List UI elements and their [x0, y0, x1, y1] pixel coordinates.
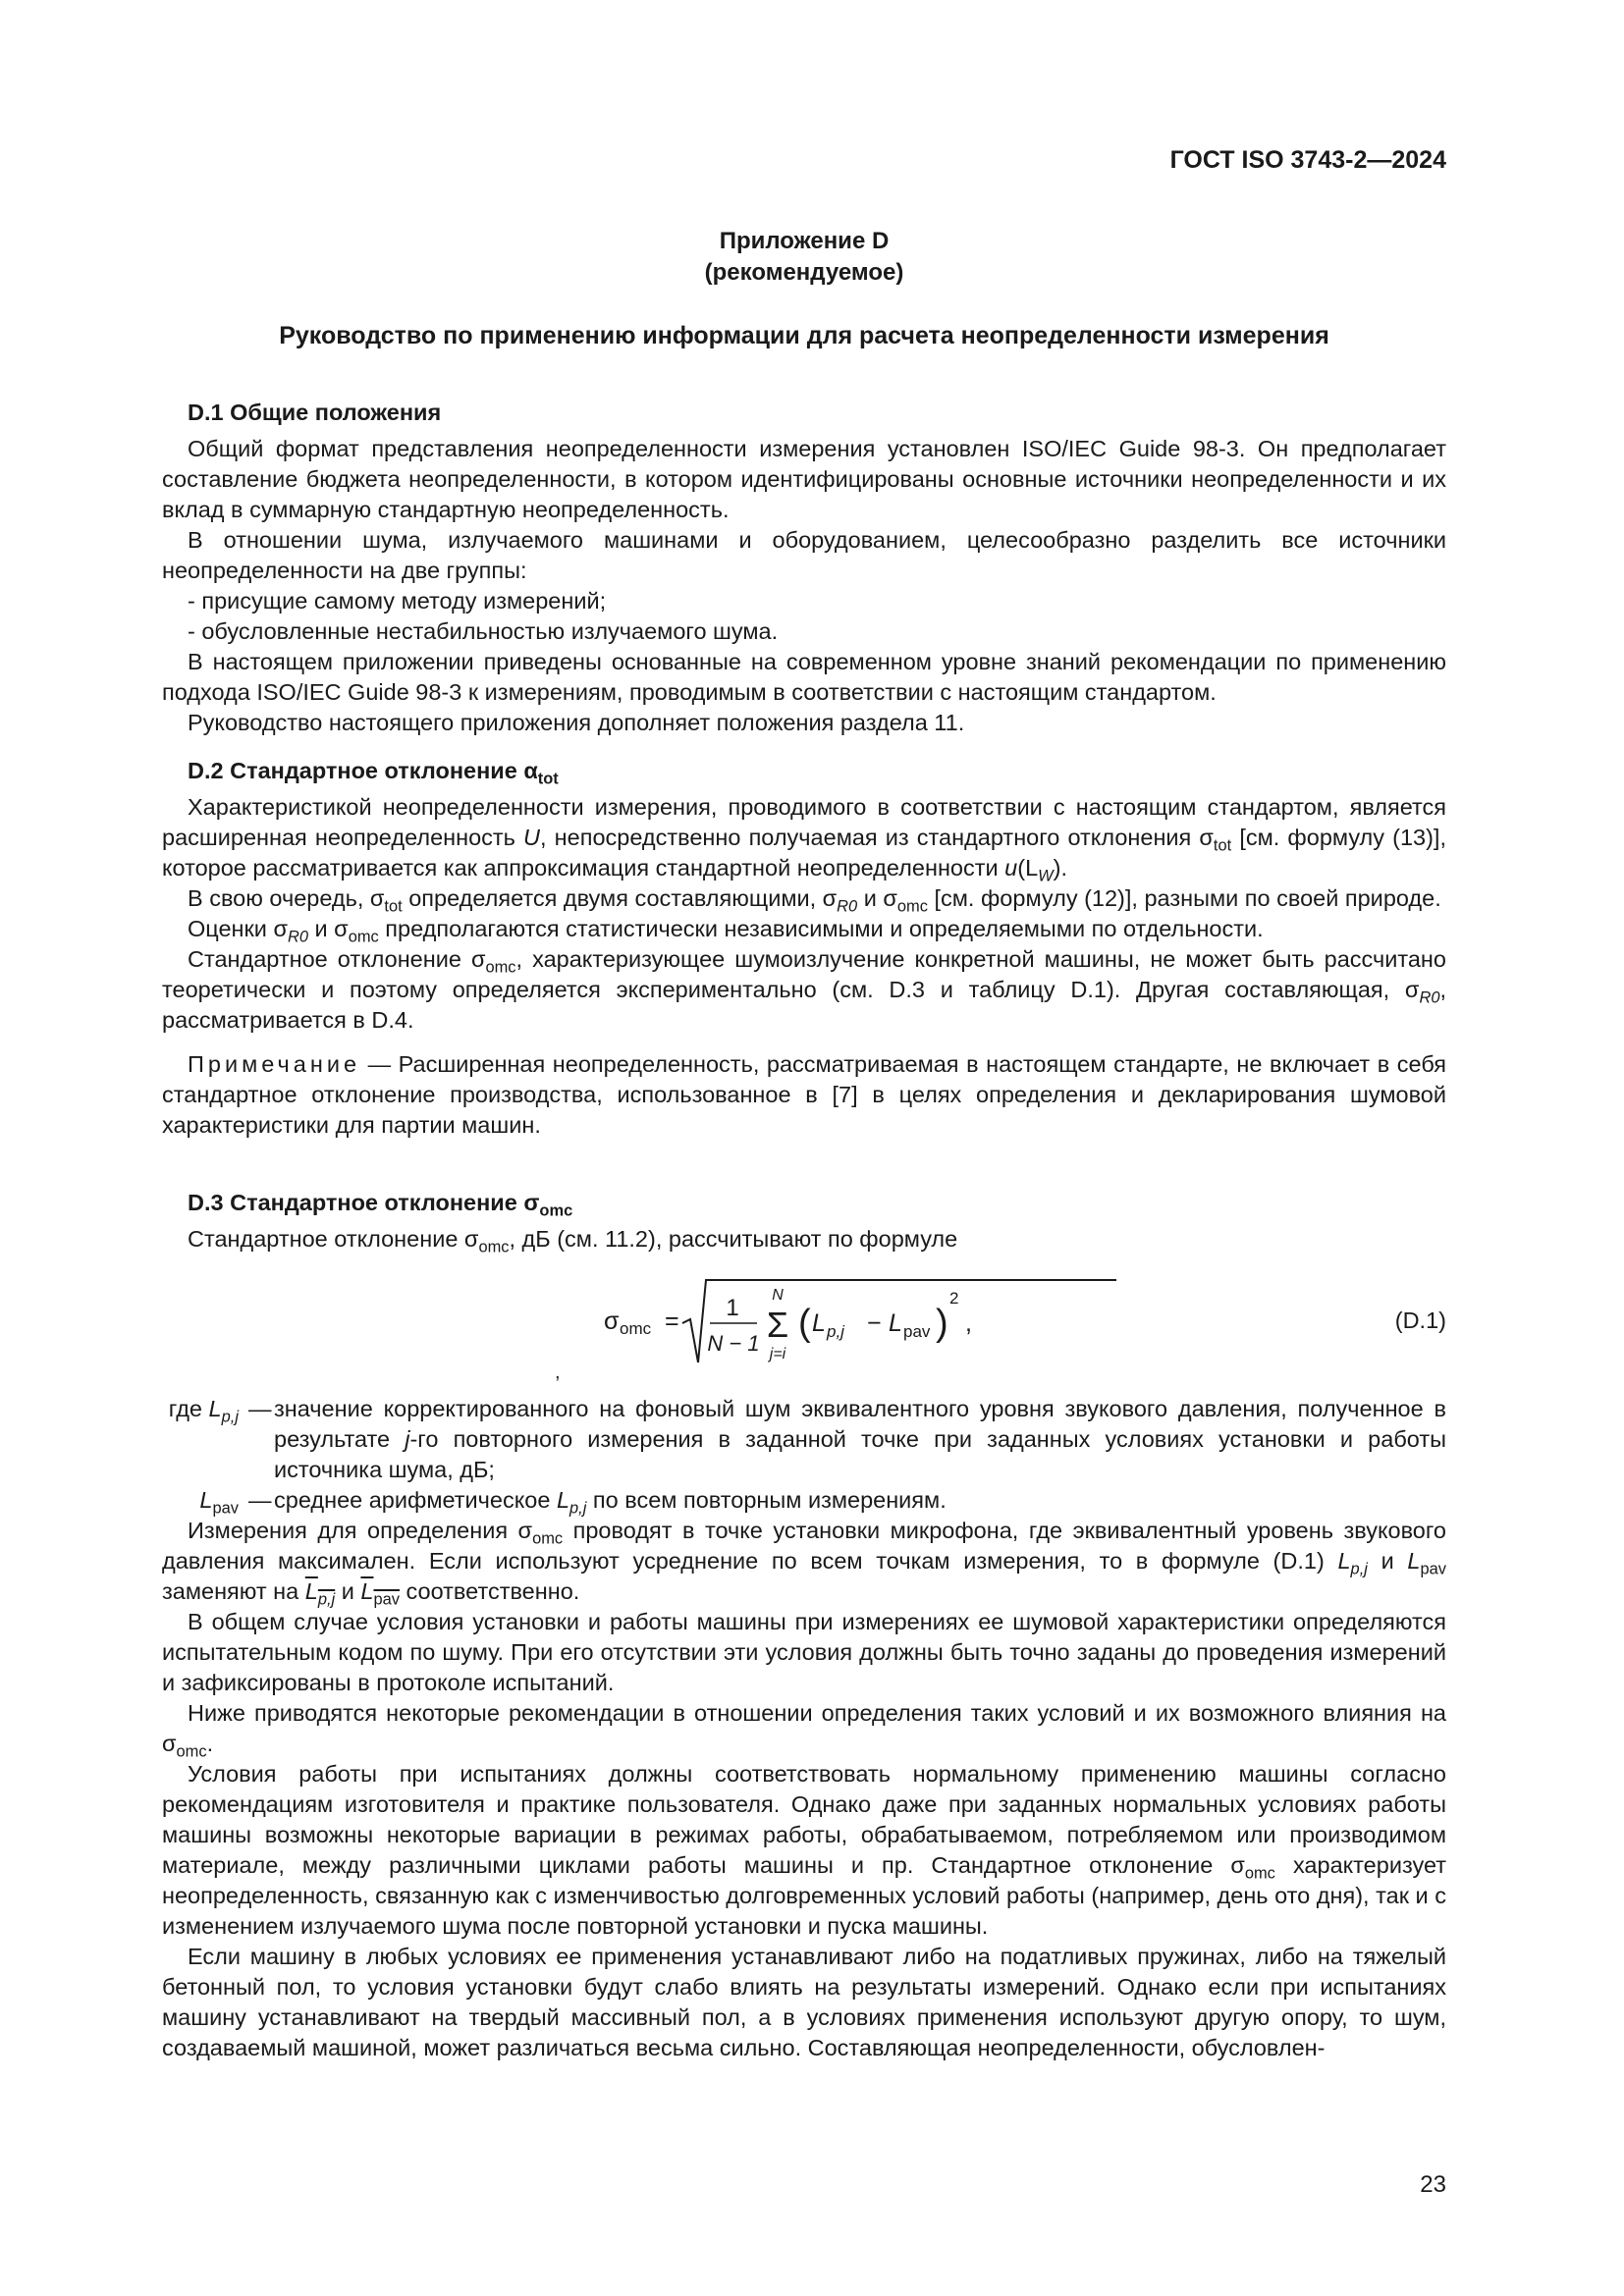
paragraph: Оценки $\sigma_{R0}$ и $\sigma_{omc}$ предполагаются статистически независимыми и определяемыми по отдельности. — [188, 916, 1264, 946]
formula-numerator: 1 — [726, 1295, 739, 1321]
paragraph: Условия работы при испытаниях должны соответствовать нормальному применению машины согласно рекомендациям изготовителя и практике пользователя. Однако даже при заданных нормальных условиях работы машины возможны некоторые вариации в режимах работы, обрабатываемом, потребляемом или производимом материале, между различными циклами работы машины и пр. Стандартное отклонение $\sigma_{omc}$ характеризует неопределенность, связанную как с изменчивостью долговременных условий работы (например, день ото дня), так и с изменением излучаемого шума после повторной установки и пуска машины. — [162, 1761, 1446, 1939]
definition-term: $L_{pav}$ — [199, 1487, 239, 1518]
formula-right-paren: ) — [936, 1303, 948, 1344]
formula-sum-lower: j=i — [769, 1346, 786, 1362]
list-item: - обусловленные нестабильностью излучаемого шума. — [188, 618, 779, 644]
document-id: ГОСТ ISO 3743-2—2024 — [1169, 146, 1446, 174]
section-d3 — [162, 1188, 1446, 1255]
paragraph: Если машину в любых условиях ее применения устанавливают либо на податливых пружинах, либо на тяжелый бетонный пол, то условия установки будут слабо влиять на результаты измерений. Однако если при испытаниях машину устанавливают на твердый массивный пол, а в условиях применения используют другую опору, то шум, создаваемый машиной, может различаться весьма сильно. Составляющая неопределенности, обусловлен- — [162, 1944, 1446, 2060]
paragraph: Стандартное отклонение $\sigma_{omc}$, дБ (см. 11.2), рассчитывают по формуле — [188, 1226, 958, 1256]
paragraph: Общий формат представления неопределенности измерения установлен ISO/IEC Guide 98-3. Он предполагает составление бюджета неопределенности, в котором идентифицированы основные источники неопределенности и их вклад в суммарную стандартную неопределенность. — [162, 436, 1446, 522]
paragraph: Измерения для определения $\sigma_{omc}$ проводят в точке установки микрофона, где эквивалентный уровень звукового давления максимален. Если используют усреднение по всем точкам измерения, то в формуле (D.1) $L_{p,j}$ и $L_{pav}$ заменяют на $L_{p,j}$ и $L_{pav}$ соответственно. — [162, 1518, 1446, 1609]
paragraph: В свою очередь, $\sigma_{tot}$ определяется двумя составляющими, $\sigma_{R0}$ и $\sigma_{omc}$ [см. формулу (12)], разными по своей природе. — [188, 885, 1441, 916]
formula-left-paren: ( — [798, 1303, 811, 1344]
definition-text: среднее арифметическое $L_{p,j}$ по всем повторным измерениям. — [274, 1487, 947, 1518]
formula-d1 — [162, 1272, 1446, 1383]
formula-trailing-comma: , — [965, 1309, 972, 1337]
definition-dash: — — [248, 1487, 272, 1513]
formula-sum-upper: N — [772, 1287, 784, 1304]
formula-sigma-sub: omc — [620, 1319, 652, 1338]
definition-row — [162, 1394, 1446, 1485]
main-title: Руководство по применению информации для расчета неопределенности измерения — [279, 322, 1329, 349]
section-d1 — [162, 398, 1446, 738]
paragraph: Стандартное отклонение $\sigma_{omc}$, характеризующее шумоизлучение конкретной машины, не может быть рассчитано теоретически и поэтому определяется экспериментально (см. D.3 и таблицу D.1). Другая составляющая, $\sigma_{R0}$, рассматривается в D.4. — [162, 946, 1446, 1033]
annex-title: Приложение D — [719, 228, 890, 254]
annex-heading — [162, 226, 1446, 289]
formula-expression — [555, 1272, 1154, 1383]
note: Примечание — Расширенная неопределенность, рассматриваемая в настоящем стандарте, не включает в себя стандартное отклонение производства, использованное в [7] в целях определения и декларирования шумовой характеристики для партии машин. — [162, 1051, 1446, 1138]
definition-term: где $L_{p,j}$ — [168, 1396, 239, 1426]
formula-sigma: σ — [604, 1308, 620, 1335]
note-label: Примечание — [188, 1051, 361, 1077]
section-d3-body — [162, 1394, 1446, 2063]
formula-stray-comma: , — [555, 1362, 561, 1383]
section-d2 — [162, 756, 1446, 1141]
heading-text: D.2 Стандартное отклонение α — [188, 758, 538, 783]
definition-text: значение корректированного на фоновый шум эквивалентного уровня звукового давления, полученное в результате j-го повторного измерения в заданной точке при заданных условиях установки и работы источника шума, дБ; — [274, 1396, 1446, 1482]
section-d2-heading — [162, 756, 1446, 786]
definition-dash: — — [248, 1396, 272, 1421]
formula-number: (D.1) — [1394, 1308, 1446, 1333]
list-item: - присущие самому методу измерений; — [188, 588, 607, 614]
formula-L1: L — [812, 1309, 826, 1337]
formula-power: 2 — [949, 1289, 959, 1308]
paragraph: Ниже приводятся некоторые рекомендации в отношении определения таких условий и их возможного влияния на $\sigma_{omc}$. — [162, 1700, 1446, 1761]
annex-subtitle: (рекомендуемое) — [704, 259, 904, 286]
formula-equals: = — [665, 1308, 679, 1335]
formula-L1-sub: p,j — [827, 1322, 844, 1341]
paragraph: Характеристикой неопределенности измерения, проводимого в соответствии с настоящим стандартом, является расширенная неопределенность U, непосредственно получаемая из стандартного отклонения $\sigma_{tot}$ [см. формулу (13)], которое рассматривается как аппроксимация стандартной неопределенности $u(L_W)$. — [162, 794, 1446, 885]
formula-L2: L — [889, 1309, 902, 1337]
paragraph: В отношении шума, излучаемого машинами и оборудованием, целесообразно разделить все источники неопределенности на две группы: — [162, 527, 1446, 583]
formula-minus: − — [867, 1309, 882, 1337]
section-d3-heading: D.3 Стандартное отклонение $\sigma_{omc}$ — [188, 1190, 573, 1220]
page-number: 23 — [1420, 2171, 1446, 2198]
paragraph: В настоящем приложении приведены основанные на современном уровне знаний рекомендации по применению подхода ISO/IEC Guide 98-3 к измерениям, проводимым в соответствии с настоящим стандартом. — [162, 649, 1446, 705]
section-d1-heading: D.1 Общие положения — [188, 400, 442, 425]
heading-subscript: tot — [537, 770, 559, 788]
definition-row — [162, 1485, 1446, 1516]
formula-denominator: N − 1 — [707, 1331, 760, 1356]
paragraph: Руководство настоящего приложения дополняет положения раздела 11. — [188, 710, 965, 735]
formula-sum-sign: Σ — [766, 1305, 789, 1345]
formula-L2-sub: pav — [903, 1322, 931, 1341]
paragraph: В общем случае условия установки и работы машины при измерениях ее шумовой характеристики определяются испытательным кодом по шуму. При его отсутствии эти условия должны быть точно заданы до проведения измерений и зафиксированы в протоколе испытаний. — [162, 1609, 1446, 1695]
